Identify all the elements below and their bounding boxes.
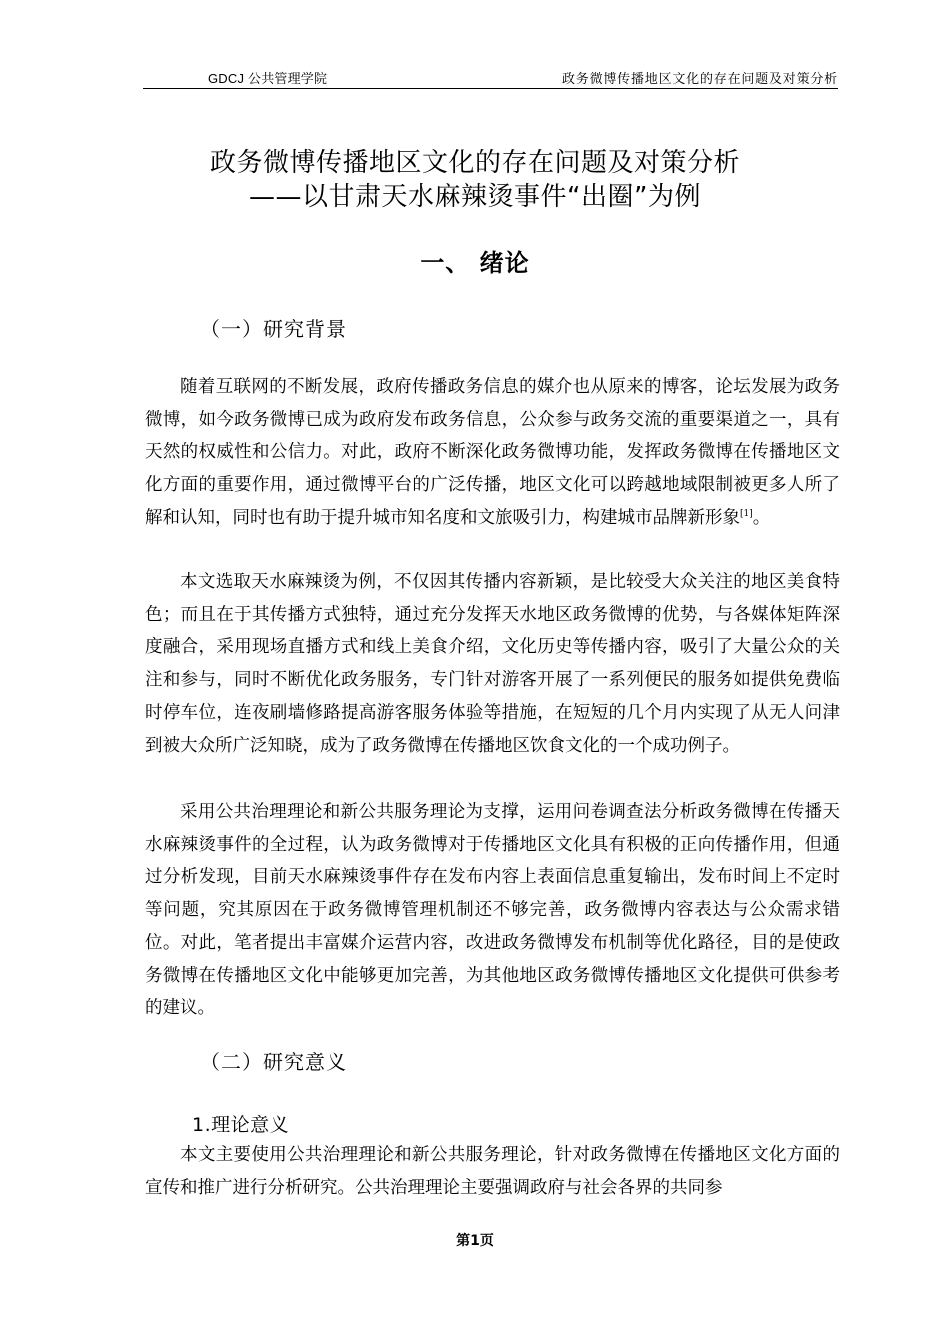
page-header	[143, 66, 838, 89]
header-institution: GDCJ 公共管理学院	[208, 71, 328, 86]
header-running-title: 政务微博传播地区文化的存在问题及对策分析	[561, 72, 838, 87]
page-number: 第1页	[456, 1233, 494, 1249]
paper-subtitle: ——以甘肃天水麻辣烫事件“出圈”为例	[249, 182, 701, 212]
paragraph-text: 随着互联网的不断发展，政府传播政务信息的媒介也从原来的博客，论坛发展为政务微博，如今政务微博已成为政府发布政务信息，公众参与政务交流的重要渠道之一，具有天然的权威性和公信力。对此，政府不断深化政务微博功能，发挥政务微博在传播地区文化方面的重要作用，通过微博平台的广泛传播，地区文化可以跨越地域限制被更多人所了解和认知，同时也有助于提升城市知名度和文旅吸引力，构建城市品牌新形象	[145, 377, 840, 528]
subsection-heading-significance: （二）研究意义	[200, 1050, 347, 1074]
paragraph-theory: 本文主要使用公共治理理论和新公共服务理论，针对政务微博在传播地区文化方面的宣传和推广进行分析研究。公共治理理论主要强调政府与社会各界的共同参	[145, 1145, 840, 1198]
subsubsection-heading-theory: 1.理论意义	[192, 1114, 290, 1136]
paragraph-end: 。	[752, 507, 771, 528]
paper-title: 政务微博传播地区文化的存在问题及对策分析	[209, 148, 740, 178]
citation-ref: [1]	[740, 508, 753, 519]
subsection-heading-background: （一）研究背景	[200, 317, 347, 341]
section-heading-introduction: 一、 绪论	[420, 249, 530, 277]
paragraph-background-1	[145, 371, 840, 535]
paragraph-background-3: 采用公共治理理论和新公共服务理论为支撑，运用问卷调查法分析政务微博在传播天水麻辣烫事件的全过程，认为政务微博对于传播地区文化具有积极的正向传播作用，但通过分析发现，目前天水麻辣烫事件存在发布内容上表面信息重复输出，发布时间上不定时等问题，究其原因在于政务微博管理机制还不够完善，政务微博内容表达与公众需求错位。对此，笔者提出丰富媒介运营内容，改进政务微博发布机制等优化路径，目的是使政务微博在传播地区文化中能够更加完善，为其他地区政务微博传播地区文化提供可供参考的建议。	[145, 802, 840, 1019]
paragraph-background-2: 本文选取天水麻辣烫为例，不仅因其传播内容新颖，是比较受大众关注的地区美食特色；而且在于其传播方式独特，通过充分发挥天水地区政务微博的优势，与各媒体矩阵深度融合，采用现场直播方式和线上美食介绍，文化历史等传播内容，吸引了大量公众的关注和参与，同时不断优化政务服务，专门针对游客开展了一系列便民的服务如提供免费临时停车位，连夜刷墙修路提高游客服务体验等措施，在短短的几个月内实现了从无人问津到被大众所广泛知晓，成为了政务微博在传播地区饮食文化的一个成功例子。	[145, 572, 840, 756]
